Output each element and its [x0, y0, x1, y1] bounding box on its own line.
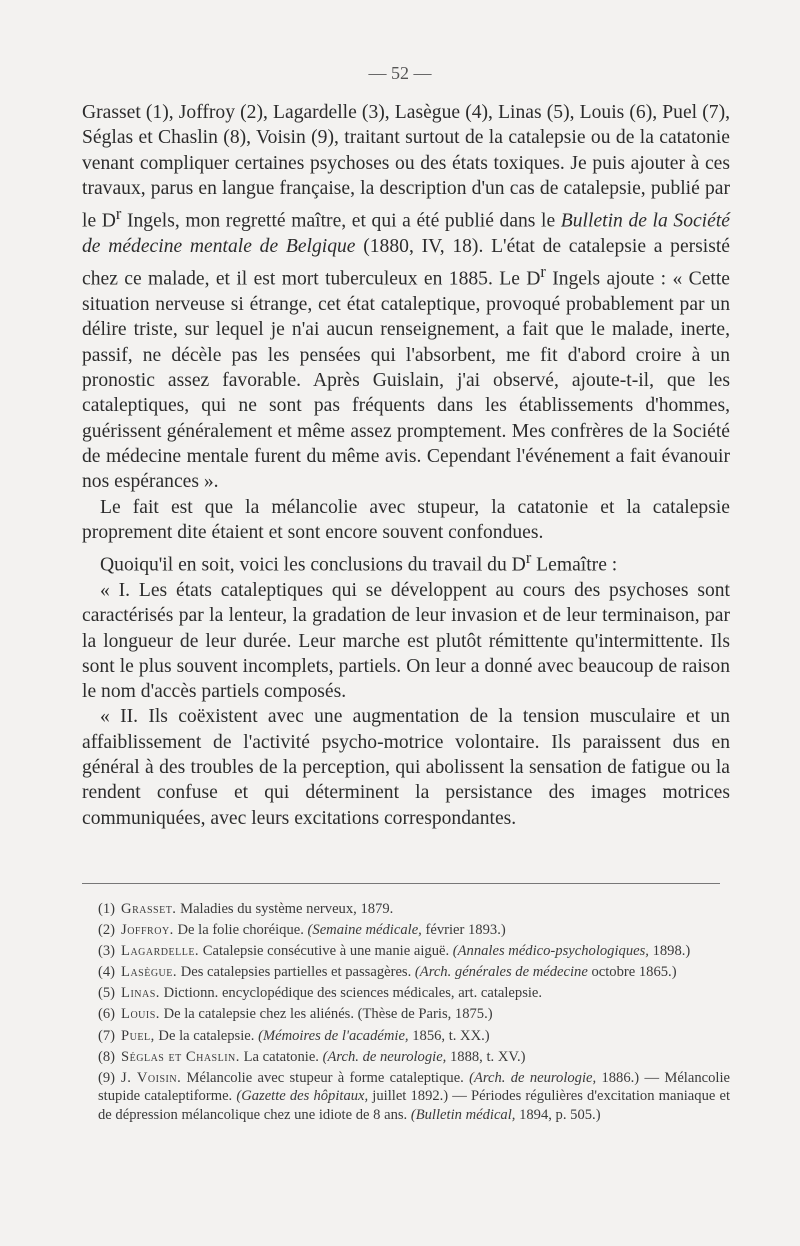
paragraph-5: « II. Ils coëxistent avec une augmentation de la tension musculaire et un affaiblissement de l'activité psycho-motrice volontaire. Ils paraissent dus en général à des troubles de la perception, qui abolissent la sensation de fatigue ou la rendent confuse et qui déterminent la persistance des images motrices communiquées, avec leurs excitations correspondantes. — [82, 706, 730, 829]
footnote-5: (5) Linas. Dictionn. encyclopédique des sciences médicales, art. catalepsie. — [98, 985, 543, 1002]
paragraph-2: Le fait est que la mélancolie avec stupeur, la catatonie et la catalepsie proprement dite étaient et sont encore souvent confondues. — [82, 496, 730, 543]
journal-title: Bulletin de la Société de médecine mentale de Belgique — [82, 210, 730, 258]
footnote-3: (3) Lagardelle. Catalepsie consécutive à une manie aiguë. (Annales médico-psychologiques, 1898.) — [98, 943, 691, 960]
footnote-7: (7) Puel, De la catalepsie. (Mémoires de l'académie, 1856, t. XX.) — [98, 1027, 490, 1044]
footnote-6: (6) Louis. De la catalepsie chez les aliénés. (Thèse de Paris, 1875.) — [98, 1006, 493, 1023]
footnote-divider — [82, 883, 720, 884]
footnote-8: (8) Séglas et Chaslin. La catatonie. (Arch. de neurologie, 1888, t. XV.) — [98, 1048, 526, 1065]
main-text — [82, 100, 730, 831]
paragraph-3: Quoiqu'il en soit, voici les conclusions du travail du $D^r$ Lemaître : — [100, 548, 618, 576]
footnotes — [98, 900, 730, 1127]
footnote-1: (1) Grasset. Maladies du système nerveux, 1879. — [98, 901, 394, 917]
paragraph-1: Grasset (1), Joffroy (2), Lagardelle (3), Lasègue (4), Linas (5), Louis (6), Puel (7), Séglas et Chaslin (8), Voisin (9), traitant surtout de la catalepsie ou de la catatonie venant compliquer certaines psychoses ou des états toxiques. Je puis ajouter à ces travaux, parus en langue française, la description d'un cas de catalepsie, publié par le $D^r$ Ingels, mon regretté maître, et qui a été publié dans le Bulletin de la Société de médecine mentale de Belgique (1880, IV, 18). L'état de catalepsie a persisté chez ce malade, et il est mort tuberculeux en 1885. Le $D^r$ Ingels ajoute : « Cette situation nerveuse si étrange, cet état cataleptique, provoqué probablement par un délire triste, sur lequel je n'ai aucun renseignement, a fait que le malade, inerte, passif, ne décèle pas les pensées qui l'absorbent, me fit d'abord croire à un pronostic assez favorable. Après Guislain, j'ai observé, ajoute-t-il, que les cataleptiques, qui ne sont pas fréquents dans les établissements d'hommes, guérissent généralement et même assez promptement. Mes confrères de la Société de médecine mentale furent du même avis. Cependant l'événement a fait évanouir nos espérances ». — [82, 102, 730, 493]
page-number: — 52 — — [368, 63, 432, 83]
footnote-9: (9) J. Voisin. Mélancolie avec stupeur à forme cataleptique. (Arch. de neurologie, 1886.) — Mélancolie stupide cataleptiforme. (Gazette des hôpitaux, juillet 1892.) — Périodes régulières d'excitation maniaque et de dépression mélancolique chez une idiote de 8 ans. (Bulletin médical, 1894, p. 505.) — [98, 1069, 731, 1123]
paragraph-4: « I. Les états cataleptiques qui se développent au cours des psychoses sont caractérisés par la lenteur, la gradation de leur invasion et de leur terminaison, par la longueur de leur durée. Leur marche est plutôt rémittente qu'intermittente. Ils sont le plus souvent incomplets, partiels. On leur a donné avec beaucoup de raison le nom d'accès partiels composés. — [82, 579, 730, 703]
footnote-2: (2) Joffroy. De la folie choréique. (Semaine médicale, février 1893.) — [98, 922, 506, 939]
footnote-4: (4) Lasègue. Des catalepsies partielles et passagères. (Arch. générales de médecine octobre 1865.) — [98, 964, 677, 981]
